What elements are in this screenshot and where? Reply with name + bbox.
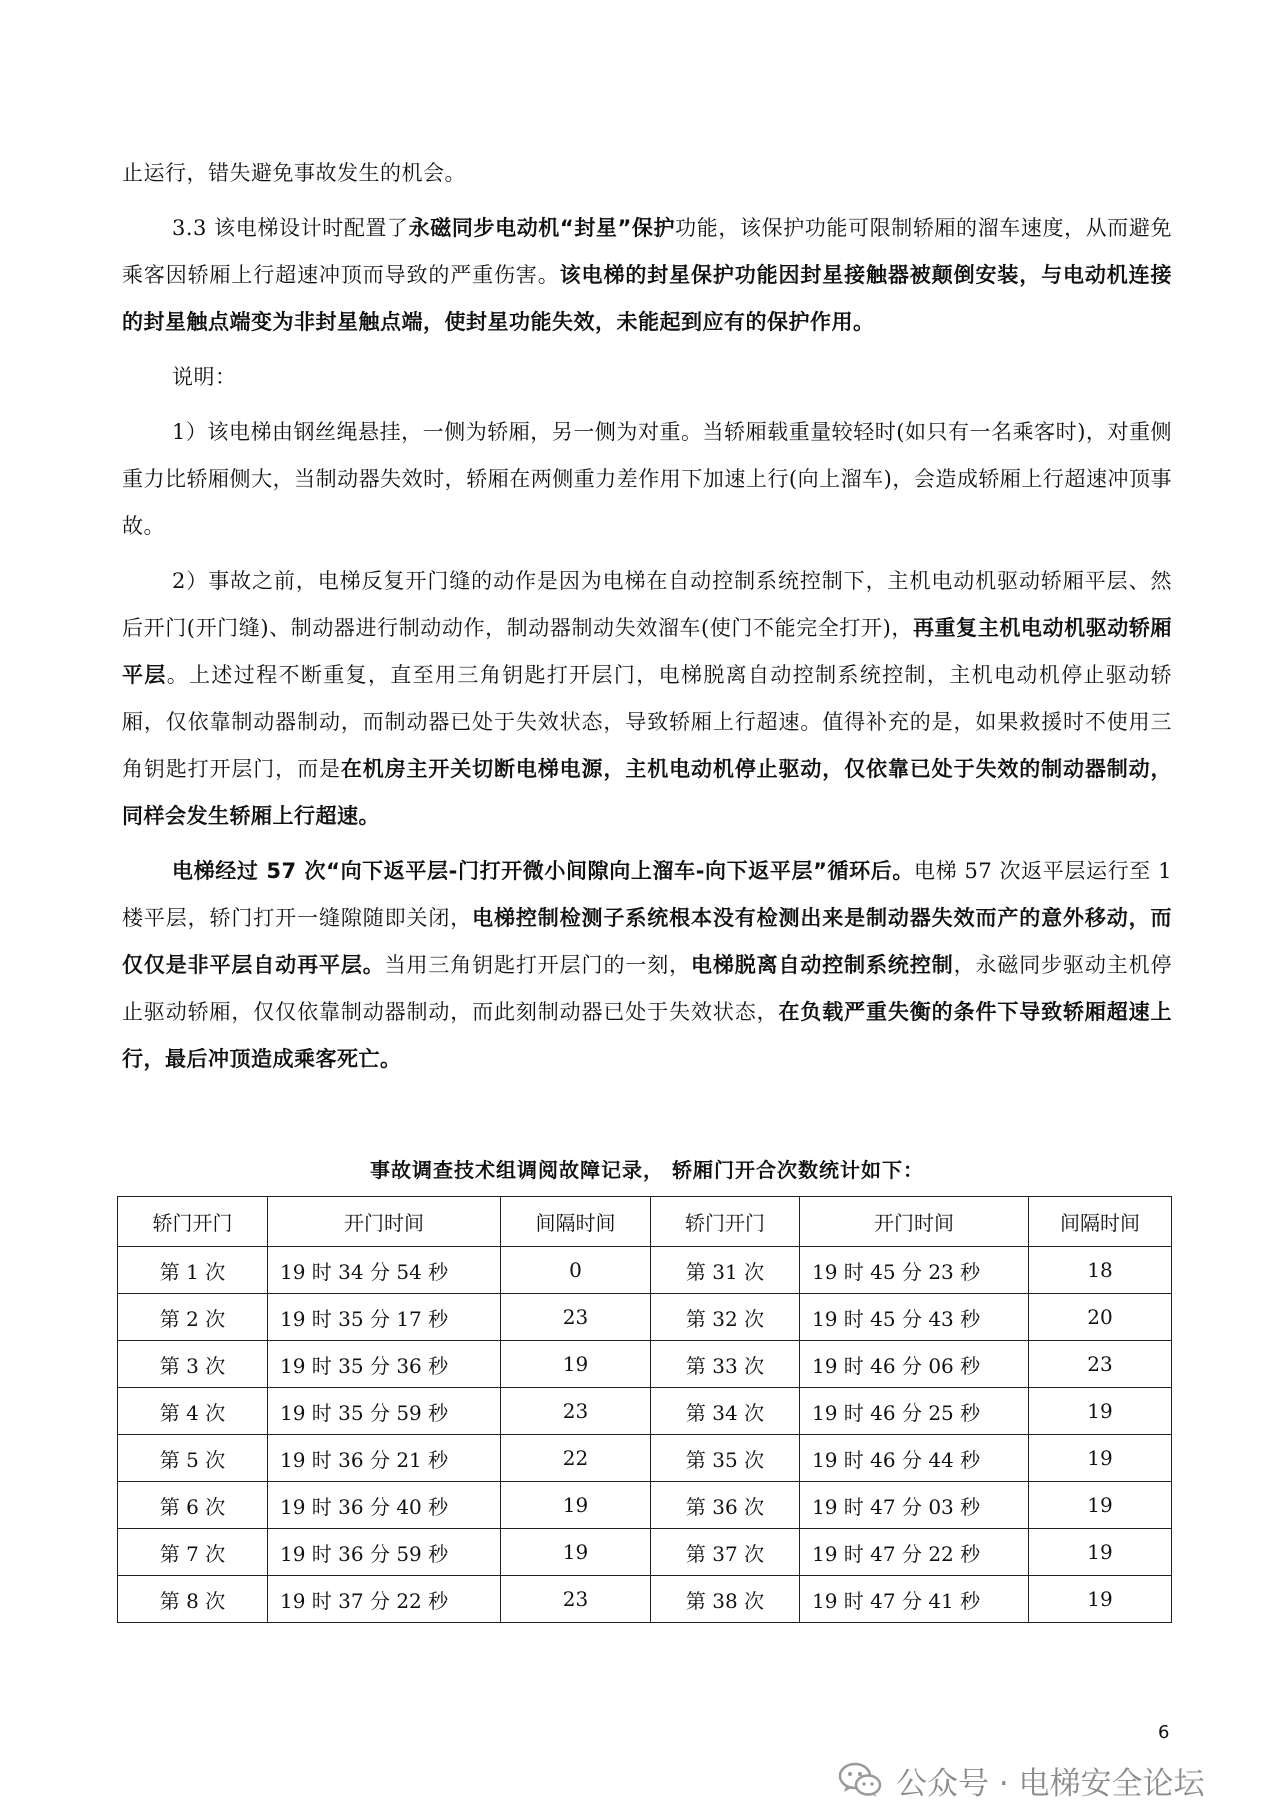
text-run: 电梯 57 次返平层运行至 1 楼平层，轿门打开一缝隙随即关闭， [122, 859, 1172, 930]
watermark-text: 公众号 · 电梯安全论坛 [896, 1765, 1205, 1802]
header-cell: 间隔时间 [501, 1197, 651, 1247]
table-cell: 22 [501, 1435, 651, 1482]
table-cell: 19 时 35 分 36 秒 [268, 1341, 501, 1388]
watermark [838, 1760, 1205, 1800]
bold-run: 该电梯的封星保护功能因封星接触器被颠倒安装，与电动机连接的封星触点端变为非封星触点端，使封星功能失效，未能起到应有的保护作用。 [122, 263, 1173, 334]
table-row [118, 1247, 1172, 1294]
header-cell: 轿门开门 [118, 1197, 268, 1247]
header-cell: 开门时间 [800, 1197, 1029, 1247]
table-cell: 第 34 次 [651, 1388, 800, 1435]
table-header-row [118, 1197, 1172, 1247]
note-item-2 [122, 558, 1172, 840]
header-cell: 轿门开门 [651, 1197, 800, 1247]
table-row [118, 1388, 1172, 1435]
door-open-log-table [117, 1196, 1172, 1623]
bold-run: 电梯控制检测子系统根本没有检测出来是制动器失效而产的意外移动，而仅仅是非平层自动再平层。 [122, 906, 1173, 977]
table-cell: 19 [501, 1529, 651, 1576]
table-cell: 19 时 35 分 59 秒 [268, 1388, 501, 1435]
table-cell: 23 [501, 1576, 651, 1623]
table-cell: 19 时 37 分 22 秒 [268, 1576, 501, 1623]
text-run: 3.3 该电梯设计时配置了 [172, 216, 409, 240]
table-cell: 第 36 次 [651, 1482, 800, 1529]
table-cell: 19 时 36 分 21 秒 [268, 1435, 501, 1482]
table-row [118, 1576, 1172, 1623]
bold-run: 电梯经过 57 次“向下返平层-门打开微小间隙向上溜车-向下返平层”循环后。 [172, 859, 915, 883]
table-cell: 19 时 47 分 03 秒 [800, 1482, 1029, 1529]
table-cell: 第 5 次 [118, 1435, 268, 1482]
conclusion-paragraph [122, 848, 1172, 1083]
table-body [118, 1247, 1172, 1623]
table-cell: 第 2 次 [118, 1294, 268, 1341]
table-cell: 19 [1029, 1435, 1172, 1482]
table-cell: 19 时 36 分 40 秒 [268, 1482, 501, 1529]
table-row [118, 1482, 1172, 1529]
table-cell: 第 7 次 [118, 1529, 268, 1576]
table-cell: 第 4 次 [118, 1388, 268, 1435]
table-cell: 第 33 次 [651, 1341, 800, 1388]
table-row [118, 1435, 1172, 1482]
table-cell: 第 31 次 [651, 1247, 800, 1294]
table-cell: 19 [501, 1482, 651, 1529]
page-number: 6 [1158, 1722, 1170, 1743]
table-cell: 19 时 46 分 25 秒 [800, 1388, 1029, 1435]
table-cell: 23 [1029, 1341, 1172, 1388]
table-cell: 19 时 35 分 17 秒 [268, 1294, 501, 1341]
text-run: 。上述过程不断重复，直至用三角钥匙打开层门，电梯脱离自动控制系统控制，主机电动机停止驱动轿厢，仅依靠制动器制动，而制动器已处于失效状态，导致轿厢上行超速。值得补充的是，如果救援时不使用三角钥匙打开层门，而是 [122, 663, 1172, 781]
table-cell: 23 [501, 1388, 651, 1435]
paragraph-continued: 止运行，错失避免事故发生的机会。 [122, 161, 466, 185]
table-cell: 第 32 次 [651, 1294, 800, 1341]
table-cell: 第 38 次 [651, 1576, 800, 1623]
table-cell: 19 [1029, 1529, 1172, 1576]
table-cell: 23 [501, 1294, 651, 1341]
table-cell: 19 时 36 分 59 秒 [268, 1529, 501, 1576]
note-item-1: 1）该电梯由钢丝绳悬挂，一侧为轿厢，另一侧为对重。当轿厢载重量较轻时(如只有一名乘客时)，对重侧重力比轿厢侧大，当制动器失效时，轿厢在两侧重力差作用下加速上行(向上溜车)，会造成轿厢上行超速冲顶事故。 [122, 420, 1172, 538]
paragraph-3-3 [122, 205, 1172, 346]
table-cell: 20 [1029, 1294, 1172, 1341]
table-cell: 19 时 47 分 41 秒 [800, 1576, 1029, 1623]
table-cell: 19 时 34 分 54 秒 [268, 1247, 501, 1294]
text-run: 功能，该保护功能可限制轿厢的溜车速度，从而避免乘客因轿厢上行超速冲顶而导致的严重伤害。 [122, 216, 1173, 287]
bold-run: 在机房主开关切断电梯电源，主机电动机停止驱动，仅依靠已处于失效的制动器制动，同样会发生轿厢上行超速。 [122, 757, 1173, 828]
table-cell: 19 时 47 分 22 秒 [800, 1529, 1029, 1576]
bold-run: 再重复主机电动机驱动轿厢平层 [122, 616, 1172, 687]
table-row [118, 1341, 1172, 1388]
text-run: 当用三角钥匙打开层门的一刻， [384, 953, 691, 977]
table-cell: 19 时 45 分 43 秒 [800, 1294, 1029, 1341]
table-cell: 19 [1029, 1388, 1172, 1435]
table-row [118, 1529, 1172, 1576]
table-cell: 19 时 46 分 44 秒 [800, 1435, 1029, 1482]
table-cell: 第 3 次 [118, 1341, 268, 1388]
table-cell: 0 [501, 1247, 651, 1294]
bold-run: 电梯脱离自动控制系统控制 [690, 953, 954, 977]
note-label: 说明： [172, 365, 237, 389]
wechat-icon [838, 1762, 882, 1798]
text-run: ，永磁同步驱动主机停止驱动轿厢，仅仅依靠制动器制动，而此刻制动器已处于失效状态， [122, 953, 1173, 1024]
table-cell: 19 [1029, 1576, 1172, 1623]
table-cell: 第 37 次 [651, 1529, 800, 1576]
header-cell: 开门时间 [268, 1197, 501, 1247]
table-cell: 第 8 次 [118, 1576, 268, 1623]
table-cell: 第 35 次 [651, 1435, 800, 1482]
header-cell: 间隔时间 [1029, 1197, 1172, 1247]
body-text [122, 150, 1172, 1083]
table-cell: 第 6 次 [118, 1482, 268, 1529]
table-caption: 事故调查技术组调阅故障记录， 轿厢门开合次数统计如下： [370, 1158, 924, 1182]
table-cell: 19 [1029, 1482, 1172, 1529]
bold-run: 永磁同步电动机“封星”保护 [408, 216, 676, 240]
table-cell: 18 [1029, 1247, 1172, 1294]
table-cell: 19 时 46 分 06 秒 [800, 1341, 1029, 1388]
table-cell: 19 时 45 分 23 秒 [800, 1247, 1029, 1294]
text-run: 2）事故之前，电梯反复开门缝的动作是因为电梯在自动控制系统控制下，主机电动机驱动轿厢平层、然后开门(开门缝)、制动器进行制动动作，制动器制动失效溜车(使门不能完全打开)， [122, 569, 1172, 640]
table-cell: 第 1 次 [118, 1247, 268, 1294]
table-row [118, 1294, 1172, 1341]
table-cell: 19 [501, 1341, 651, 1388]
bold-run: 在负载严重失衡的条件下导致轿厢超速上行，最后冲顶造成乘客死亡。 [122, 1000, 1173, 1071]
